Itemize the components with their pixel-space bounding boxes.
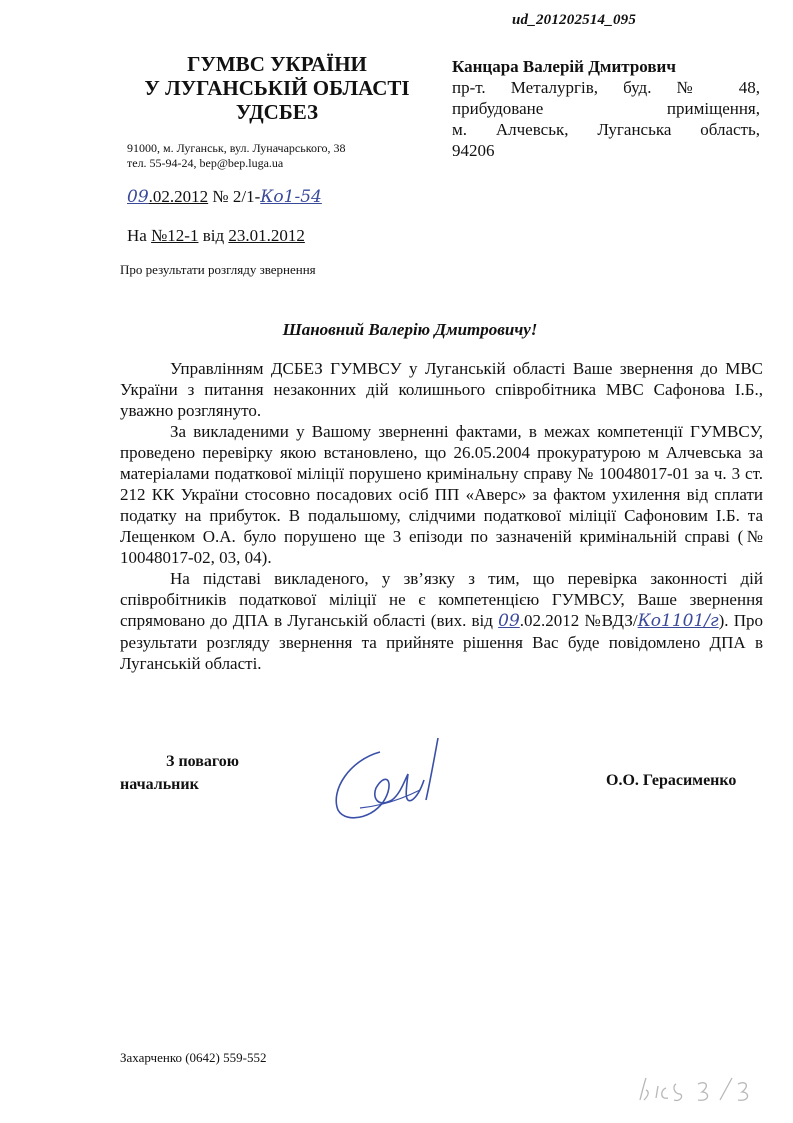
- org-contacts: тел. 55-94-24, bep@bep.luga.ua: [127, 156, 284, 170]
- org-name-line3: УДСБЕЗ: [235, 100, 319, 124]
- handwritten-note-image: [636, 1070, 776, 1112]
- signature-stroke-main: [336, 752, 424, 818]
- subject-line: Про результати розгляду звернення: [120, 262, 316, 277]
- closing-block: [120, 750, 239, 796]
- org-header: [112, 52, 442, 124]
- reply-reference: [127, 226, 305, 246]
- signature-image: [320, 730, 470, 830]
- executor-contact: Захарченко (0642) 559-552: [120, 1050, 267, 1065]
- body-p3-day-handwritten: 09: [498, 611, 520, 631]
- signature-stroke-right: [426, 738, 438, 800]
- org-name-line2: У ЛУГАНСЬКІЙ ОБЛАСТІ: [144, 76, 410, 100]
- signature-stroke-underline: [360, 790, 420, 808]
- body-p3-mid: .02.2012 №ВДЗ/: [519, 611, 638, 630]
- reply-number: №12-1: [151, 226, 199, 245]
- org-address: 91000, м. Луганськ, вул. Луначарського, 38: [127, 141, 346, 155]
- document-id: ud_201202514_095: [512, 12, 637, 28]
- recipient-address-line4: 94206: [452, 141, 495, 160]
- body-paragraph-2: За викладеними у Вашому зверненні фактами, в межах компетенції ГУМВСУ, проведено перевірку якою встановлено, що 26.05.2004 прокуратурою м Алчевська за матеріалами податкової міліції порушено кримінальну справу № 10048017-01 за ч. 3 ст. 212 КК України стосовно посадових осіб ПП «Аверс» за фактом ухилення від сплати податку на прибуток. В подальшому, слідчими податкової міліції Сафоновим І.Б. та Лещенком О.А. було порушено ще 3 епізоди по зазначеній кримінальній справі (№ 10048017-02, 03, 04).: [120, 422, 763, 567]
- org-address-block: [127, 141, 346, 171]
- outgoing-day-handwritten: 09: [127, 187, 149, 207]
- outgoing-number-handwritten: Ко1-54: [260, 187, 322, 207]
- reply-prefix: На: [127, 226, 152, 245]
- body-paragraph-3: [120, 568, 763, 674]
- outgoing-number: [127, 187, 322, 207]
- recipient-name: Канцара Валерій Дмитрович: [452, 57, 676, 76]
- body-p3-end: ). Про результати розгляду звернення та прийняте рішення Вас буде повідомлено ДПА в Луганській області.: [120, 611, 764, 673]
- body-p3-number-handwritten: Ко1101/г: [637, 611, 719, 631]
- body-paragraph-1: Управлінням ДСБЕЗ ГУМВСУ у Луганській області Ваше звернення до МВС України з питання незаконних дій колишнього співробітника МВС Сафонова І.Б., уважно розглянуто.: [120, 359, 763, 420]
- reply-date: 23.01.2012: [228, 226, 305, 245]
- reply-middle: від: [198, 226, 229, 245]
- recipient-block: [452, 56, 760, 161]
- note-stroke-letters: [640, 1078, 682, 1100]
- recipient-address-line2: прибудоване приміщення,: [452, 99, 760, 118]
- closing-position: начальник: [120, 776, 199, 793]
- letter-body: [120, 358, 763, 674]
- note-stroke-digits: [698, 1078, 748, 1100]
- outgoing-date: .02.2012: [148, 187, 209, 206]
- recipient-address-line3: м. Алчевськ, Луганська область,: [452, 120, 760, 139]
- salutation: Шановний Валерію Дмитровичу!: [282, 320, 538, 339]
- closing-regards: З повагою: [166, 753, 239, 770]
- body-p3-start: На підставі викладеного, у зв’язку з тим, що перевірка законності дій співробітників податкової міліції не є компетенцією ГУМВСУ, Ваше звернення спрямовано до ДПА в Луганській області (вих. від: [120, 569, 763, 630]
- outgoing-number-prefix: № 2/1-: [208, 187, 261, 206]
- recipient-address-line1: пр-т. Металургів, буд. № 48,: [452, 78, 760, 97]
- signer-name: О.О. Герасименко: [606, 772, 737, 789]
- org-name-line1: ГУМВС УКРАЇНИ: [187, 52, 367, 76]
